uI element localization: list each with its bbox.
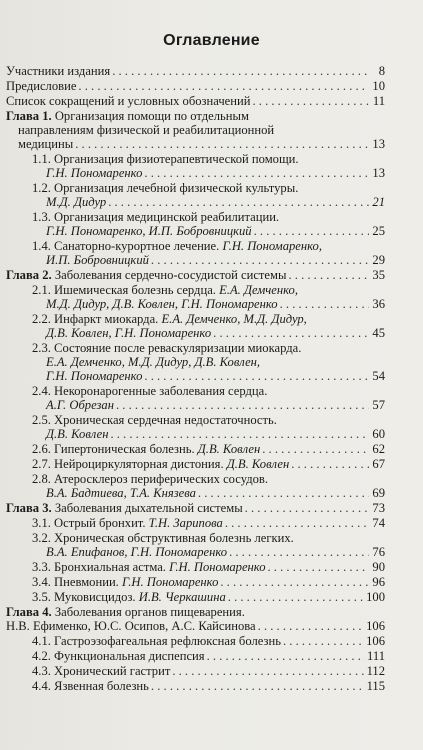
toc-entry[interactable]: Д.В. Ковлен, Г.Н. Пономаренко . . . 45 xyxy=(46,326,385,340)
section-authors: Е.А. Демченко, М.Д. Дидур, Д.В. Ковлен, xyxy=(46,355,261,369)
section-title[interactable]: 1.4. Санаторно-курортное лечение. Г.Н. Пономаренко, xyxy=(32,239,322,253)
leader-dots xyxy=(172,664,364,678)
toc-entry[interactable]: Участники издания . . . 8 xyxy=(6,64,385,78)
section-title[interactable]: 2.4. Некоронарогенные заболевания сердца. xyxy=(32,384,268,398)
leader-dots xyxy=(220,575,369,589)
toc-entry[interactable]: 3.3. Бронхиальная астма. Г.Н. Пономаренко . . . 90 xyxy=(32,560,385,574)
toc-entry[interactable]: 4.2. Функциональная диспепсия . . . 111 xyxy=(32,649,385,663)
leader-dots xyxy=(108,195,369,209)
section-title[interactable]: 1.1. Организация физиотерапевтической помощи. xyxy=(32,152,299,166)
toc-entry[interactable]: 2.6. Гипертоническая болезнь. Д.В. Ковлен . . . 62 xyxy=(32,442,385,456)
leader-dots xyxy=(116,398,369,412)
toc-entry[interactable]: Н.В. Ефименко, Ю.С. Осипов, А.С. Кайсинова . . . 106 xyxy=(6,619,385,633)
toc-entry[interactable]: 2.7. Нейроциркуляторная дистония. Д.В. Ковлен . . . 67 xyxy=(32,457,385,471)
leader-dots xyxy=(144,369,369,383)
section-title[interactable]: 1.2. Организация лечебной физической культуры. xyxy=(32,181,299,195)
section-title[interactable]: 2.5. Хроническая сердечная недостаточность. xyxy=(32,413,277,427)
chapter-heading[interactable]: Глава 2. Заболевания сердечно-сосудистой системы . . . 35 xyxy=(6,268,385,282)
leader-dots xyxy=(268,560,370,574)
leader-dots xyxy=(110,427,369,441)
toc-entry[interactable]: Г.Н. Пономаренко, И.П. Бобровницкий . . . 25 xyxy=(46,224,385,238)
chapter-heading[interactable]: Глава 1. Организация помощи по отдельным xyxy=(6,109,249,123)
section-title[interactable]: 2.1. Ишемическая болезнь сердца. Е.А. Демченко, xyxy=(32,283,298,297)
leader-dots xyxy=(245,501,369,515)
chapter-heading-line: направлениям физической и реабилитационной xyxy=(18,123,275,137)
section-title[interactable]: 1.3. Организация медицинской реабилитации. xyxy=(32,210,280,224)
leader-dots xyxy=(151,253,369,267)
leader-dots xyxy=(228,590,364,604)
leader-dots xyxy=(254,224,369,238)
toc-entry[interactable]: 4.4. Язвенная болезнь . . . 115 xyxy=(32,679,385,693)
toc-entry[interactable]: медицины . . . 13 xyxy=(18,137,385,151)
leader-dots xyxy=(198,486,369,500)
leader-dots xyxy=(78,79,369,93)
toc-heading: Оглавление xyxy=(163,32,260,49)
leader-dots xyxy=(283,634,364,648)
chapter-heading[interactable]: Глава 3. Заболевания дыхательной системы . . . 73 xyxy=(6,501,385,515)
leader-dots xyxy=(213,326,369,340)
section-title[interactable]: 2.8. Атеросклероз периферических сосудов. xyxy=(32,472,269,486)
section-title[interactable]: 2.2. Инфаркт миокарда. Е.А. Демченко, М.Д. Дидур, xyxy=(32,312,307,326)
toc-entry[interactable]: Г.Н. Пономаренко . . . 13 xyxy=(46,166,385,180)
leader-dots xyxy=(112,64,369,78)
leader-dots xyxy=(225,516,369,530)
section-title[interactable]: 2.3. Состояние после реваскуляризации миокарда. xyxy=(32,341,302,355)
toc-entry[interactable]: А.Г. Обрезан . . . 57 xyxy=(46,398,385,412)
leader-dots xyxy=(252,94,369,108)
section-title[interactable]: 3.2. Хроническая обструктивная болезнь легких. xyxy=(32,531,294,545)
toc-entry[interactable]: Д.В. Ковлен . . . 60 xyxy=(46,427,385,441)
leader-dots xyxy=(207,649,365,663)
toc-entry[interactable]: 4.1. Гастроэзофагеальная рефлюксная болезнь . . . 106 xyxy=(32,634,385,648)
toc-entry[interactable]: 3.1. Острый бронхит. Т.Н. Зарипова . . . 74 xyxy=(32,516,385,530)
leader-dots xyxy=(151,679,365,693)
leader-dots xyxy=(288,268,369,282)
leader-dots xyxy=(75,137,369,151)
toc-entry[interactable]: М.Д. Дидур, Д.В. Ковлен, Г.Н. Пономаренко . . . 36 xyxy=(46,297,385,311)
toc-entry[interactable]: И.П. Бобровницкий . . . 29 xyxy=(46,253,385,267)
toc-entry[interactable]: Предисловие . . . 10 xyxy=(6,79,385,93)
toc-entry[interactable]: 3.5. Муковисцидоз. И.В. Черкашина . . . 100 xyxy=(32,590,385,604)
chapter-heading[interactable]: Глава 4. Заболевания органов пищеварения. xyxy=(6,605,245,619)
leader-dots xyxy=(291,457,369,471)
toc-entry[interactable]: В.А. Бадтиева, Т.А. Князева . . . 69 xyxy=(46,486,385,500)
leader-dots xyxy=(258,619,364,633)
toc-entry[interactable]: Список сокращений и условных обозначений . . . 11 xyxy=(6,94,385,108)
toc-entry[interactable]: Г.Н. Пономаренко . . . 54 xyxy=(46,369,385,383)
toc-entry[interactable]: 3.4. Пневмонии. Г.Н. Пономаренко . . . 96 xyxy=(32,575,385,589)
toc-entry[interactable]: М.Д. Дидур . . . 21 xyxy=(46,195,385,209)
leader-dots xyxy=(262,442,369,456)
leader-dots xyxy=(144,166,369,180)
leader-dots xyxy=(280,297,369,311)
leader-dots xyxy=(229,545,369,559)
toc-entry[interactable]: 4.3. Хронический гастрит . . . 112 xyxy=(32,664,385,678)
toc-entry[interactable]: В.А. Епифанов, Г.Н. Пономаренко . . . 76 xyxy=(46,545,385,559)
